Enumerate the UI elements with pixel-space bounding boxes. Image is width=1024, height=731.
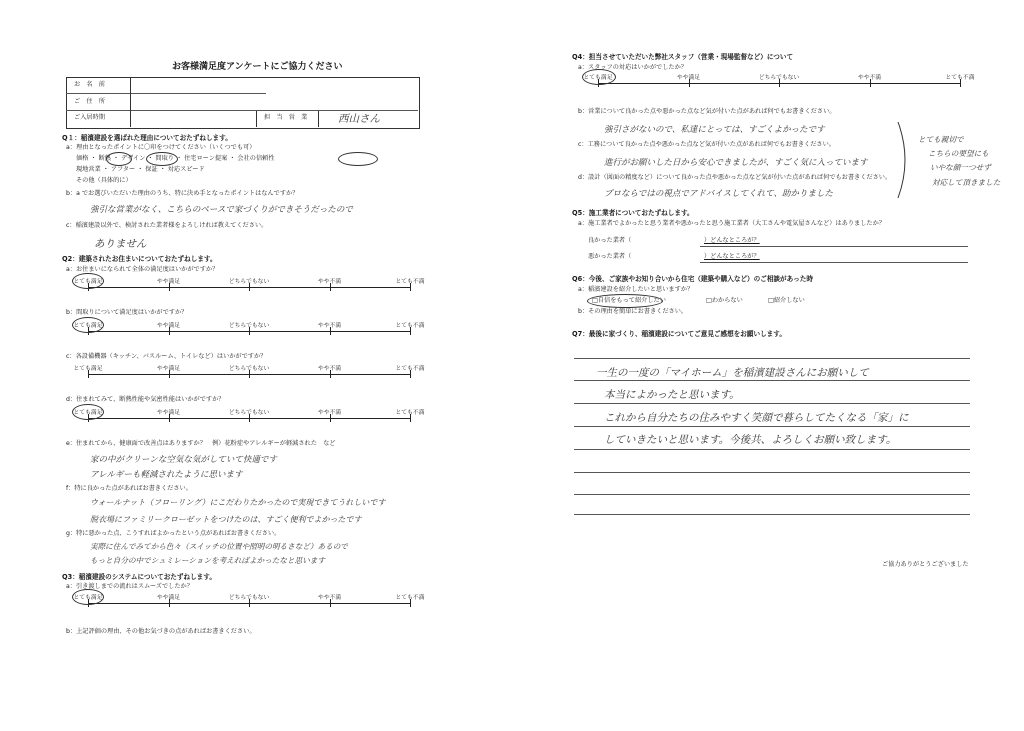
q1a-options-row2: 現地営業 ・ アフター ・ 保証 ・ 対応スピード bbox=[76, 166, 205, 173]
rating-scale-q2a bbox=[73, 276, 425, 292]
scale-tick bbox=[410, 327, 411, 335]
scale-label: とても不満 bbox=[395, 595, 425, 601]
q4c-question: c：工務について良かった点や悪かった点など気が付いた点があれば何でもお書きください。 bbox=[578, 141, 835, 148]
scale-label: やや満足 bbox=[156, 279, 181, 285]
q5-good-label: 良かった業者（ bbox=[588, 237, 632, 244]
q2f-question: f：特に良かった点があればお書きください。 bbox=[66, 485, 192, 492]
scale-tick bbox=[410, 599, 411, 607]
scale-label: とても満足 bbox=[73, 366, 103, 372]
q2f-answer-line2: 脱衣場にファミリークローゼットをつけたのは、すごく便利でよかったです bbox=[90, 515, 362, 524]
scale-label: とても満足 bbox=[73, 279, 103, 285]
rating-scale-q2c bbox=[73, 363, 425, 379]
q4-side-note-line2: こちらの要望にも bbox=[928, 149, 989, 158]
q2e-answer-line1: 家の中がクリーンな空気な気がしていて快適です bbox=[90, 455, 277, 465]
q2d-question: d：住まれてみて、断熱性能や気密性能はいかがですか？ bbox=[66, 396, 225, 403]
scale-label: とても不満 bbox=[395, 279, 425, 285]
q2c-question: c：各設備機器（キッチン、バスルーム、トイレなど）はいかがですか？ bbox=[66, 353, 267, 360]
scale-label: とても不満 bbox=[395, 410, 425, 416]
scale-tick bbox=[779, 79, 780, 87]
scale-tick bbox=[249, 370, 250, 378]
q7-answer-line1: 一生の一度の「マイホーム」を稲濱建設さんにお願いして bbox=[596, 367, 869, 379]
q7-answer-line3: これから自分たちの住みやすく笑顔で暮らしてたくなる「家」に bbox=[604, 412, 909, 424]
q4d-question: d：設計（図面の精度など）について良かった点や悪かった点など気が付いた点があれば何でもお書きください。 bbox=[578, 174, 892, 181]
scale-label: どちらでもない bbox=[228, 323, 270, 329]
scale-tick bbox=[169, 327, 170, 335]
q2g-answer-line2: もっと自分の中でシュミレーションを考えればよかったなと思います bbox=[90, 556, 325, 565]
scale-tick bbox=[410, 370, 411, 378]
scale-tick bbox=[330, 283, 331, 291]
scale-label: やや満足 bbox=[156, 323, 181, 329]
q3-header: Q3：稲濱建設のシステムについておたずねします。 bbox=[62, 573, 216, 581]
q7-answer-line2: 本当によかったと思います。 bbox=[604, 389, 740, 401]
q1a-options-row3: その他（具体的に） bbox=[76, 177, 132, 184]
scale-tick bbox=[410, 283, 411, 291]
q4d-answer: プロならではの視点でアドバイスしてくれて、助かりました bbox=[604, 189, 833, 199]
scale-label: とても満足 bbox=[73, 323, 103, 329]
q2e-question: e：住まれてから、健康面で改善点はありますか？ 例）花粉症やアレルギーが軽減された など bbox=[66, 440, 336, 447]
scale-tick bbox=[249, 599, 250, 607]
scale-label: どちらでもない bbox=[228, 410, 270, 416]
q2f-answer-line1: ウォールナット（フローリング）にこだわりたかったので実現できてうれしいです bbox=[90, 498, 386, 507]
q2g-answer-line1: 実際に住んでみてから色々（スイッチの位置や照明の明るさなど）あるので bbox=[90, 542, 348, 551]
selection-circle bbox=[338, 152, 378, 166]
q6-option-not-recommend: □紹介しない bbox=[768, 297, 805, 304]
scale-tick bbox=[169, 370, 170, 378]
thanks-note: ご協力ありがとうございました bbox=[882, 561, 969, 568]
scale-label: やや満足 bbox=[676, 75, 701, 81]
q6-option-unsure: □わからない bbox=[706, 297, 743, 304]
scale-tick bbox=[330, 599, 331, 607]
q2e-answer-line2: アレルギーも軽減されたように思います bbox=[90, 470, 243, 480]
q4-side-note-line1: とても親切で bbox=[918, 135, 964, 144]
selection-circle bbox=[582, 69, 616, 85]
scale-tick bbox=[689, 79, 690, 87]
q5-good-question: ）どんなところが？ bbox=[704, 237, 760, 244]
q5a-question: a：施工業者でよかったと思う業者や悪かったと思う施工業者（大工さんや電気屋さんなど）はありましたか？ bbox=[578, 220, 885, 227]
q6b-question: b：その理由を簡単にお書きください。 bbox=[578, 308, 688, 315]
scale-tick bbox=[169, 599, 170, 607]
scale-tick bbox=[330, 414, 331, 422]
rating-scale-q3a bbox=[73, 592, 425, 608]
scale-label: やや不満 bbox=[317, 410, 342, 416]
scale-label: やや満足 bbox=[156, 410, 181, 416]
scale-label: とても満足 bbox=[583, 75, 613, 81]
scale-label: どちらでもない bbox=[758, 75, 800, 81]
q4a-question: a：スタッフの対応はいかがでしたか？ bbox=[578, 64, 687, 71]
q3a-question: a：引き渡しまでの流れはスムーズでしたか？ bbox=[66, 583, 193, 590]
q5-header: Q5：施工業者についておたずねします。 bbox=[572, 209, 694, 217]
scale-tick bbox=[249, 414, 250, 422]
q5-bad-label: 悪かった業者（ bbox=[588, 253, 632, 260]
address-label: ご 住 所 bbox=[74, 98, 105, 105]
scale-label: とても満足 bbox=[73, 410, 103, 416]
scale-label: やや不満 bbox=[857, 75, 882, 81]
selection-circle bbox=[106, 152, 132, 166]
survey-title: お客様満足度アンケートにご協力ください bbox=[172, 62, 343, 72]
scale-tick bbox=[870, 79, 871, 87]
scale-label: やや満足 bbox=[156, 366, 181, 372]
scale-label: とても不満 bbox=[945, 75, 975, 81]
q1c-answer: ありません bbox=[94, 238, 147, 250]
scale-label: やや不満 bbox=[317, 595, 342, 601]
staff-label: 担 当 営 業 bbox=[264, 114, 308, 121]
q4-side-note-line3: いやな顔一つせず bbox=[930, 163, 991, 172]
q1c-question: c：稲濱建設以外で、検討された業者様をよろしければ教えてください。 bbox=[66, 222, 268, 229]
scale-label: とても満足 bbox=[73, 595, 103, 601]
q1-header: Q１：稲濱建設を選ばれた理由についておたずねします。 bbox=[62, 134, 232, 142]
q1a-question: a：理由となったポイントに〇印をつけてください（いくつでも可） bbox=[66, 144, 256, 151]
scale-label: やや不満 bbox=[317, 323, 342, 329]
scale-tick bbox=[410, 414, 411, 422]
rating-scale-q4a bbox=[583, 72, 975, 88]
scale-tick bbox=[169, 414, 170, 422]
scale-tick bbox=[249, 283, 250, 291]
selection-circle bbox=[72, 404, 104, 420]
name-label: お 名 前 bbox=[74, 81, 105, 88]
scale-label: どちらでもない bbox=[228, 366, 270, 372]
q5-bad-question: ）どんなところが？ bbox=[704, 253, 760, 260]
scale-label: どちらでもない bbox=[228, 279, 270, 285]
scale-label: とても不満 bbox=[395, 323, 425, 329]
q1a-options-row1: 価格 ・ 断熱 ・ デザイン ・ 間取り ・ 住宅ローン提案 ・ 会社の信頼性 bbox=[76, 155, 275, 162]
scale-tick bbox=[330, 370, 331, 378]
scale-tick bbox=[169, 283, 170, 291]
scale-label: どちらでもない bbox=[228, 595, 270, 601]
staff-name-handwritten: 西山さん bbox=[338, 113, 380, 125]
selection-circle bbox=[72, 589, 104, 605]
q1b-question: b：a でお選びいただいた理由のうち、特に決め手となったポイントはなんですか？ bbox=[66, 190, 299, 197]
q2-header: Q2：建築されたお住まいについておたずねします。 bbox=[62, 255, 217, 263]
scale-tick bbox=[960, 79, 961, 87]
selection-circle bbox=[72, 317, 104, 333]
bracket-mark bbox=[896, 120, 916, 200]
q4b-question: b：営業について良かった点や悪かった点など気が付いた点があれば何でもお書きください。 bbox=[578, 108, 836, 115]
move-in-label: ご入居時期 bbox=[74, 114, 105, 121]
q6-header: Q6：今後、ご家族やお知り合いから住宅（建築や購入など）のご相談があった時 bbox=[572, 275, 813, 283]
q2b-question: b：間取りについて満足度はいかがですか？ bbox=[66, 309, 188, 316]
rating-scale-q2d bbox=[73, 407, 425, 423]
q6-option-recommend: □自信をもって紹介したい bbox=[592, 297, 666, 304]
scale-tick bbox=[330, 327, 331, 335]
rating-scale-q2b bbox=[73, 320, 425, 336]
selection-circle bbox=[72, 273, 104, 289]
selection-circle bbox=[146, 152, 178, 166]
selection-circle bbox=[587, 294, 663, 308]
q2a-question: a：お住まいになられて全体の満足度はいかがですか？ bbox=[66, 266, 219, 273]
scale-tick bbox=[249, 327, 250, 335]
q4-side-note-line4: 対応して頂きました bbox=[932, 178, 1001, 187]
scale-label: やや満足 bbox=[156, 595, 181, 601]
q7-header: Q7：最後に家づくり、稲濱建設についてご意見ご感想をお願いします。 bbox=[572, 330, 786, 338]
scale-label: やや不満 bbox=[317, 366, 342, 372]
q4b-answer: 強引さがないので、私達にとっては、すごくよかったです bbox=[604, 125, 825, 135]
q4-header: Q4：担当させていただいた弊社スタッフ（営業・現場監督など）について bbox=[572, 53, 794, 61]
q1b-answer: 強引な営業がなく、こちらのペースで家づくりができそうだったので bbox=[90, 205, 353, 215]
q3b-question: b：上記評価の理由、その他お気づきの点があればお書きください。 bbox=[66, 628, 256, 635]
scale-tick bbox=[88, 370, 89, 378]
q2g-question: g：特に悪かった点、こうすればよかったという点があればお書きください。 bbox=[66, 530, 281, 537]
q6a-question: a：稲濱建設を紹介したいと思いますか？ bbox=[578, 286, 694, 293]
scale-label: とても不満 bbox=[395, 366, 425, 372]
scale-label: やや不満 bbox=[317, 279, 342, 285]
q7-answer-line4: していきたいと思います。今後共、よろしくお願い致します。 bbox=[604, 434, 897, 446]
q4c-answer: 進行がお願いした日から安心できましたが、すごく気に入っています bbox=[604, 158, 868, 168]
